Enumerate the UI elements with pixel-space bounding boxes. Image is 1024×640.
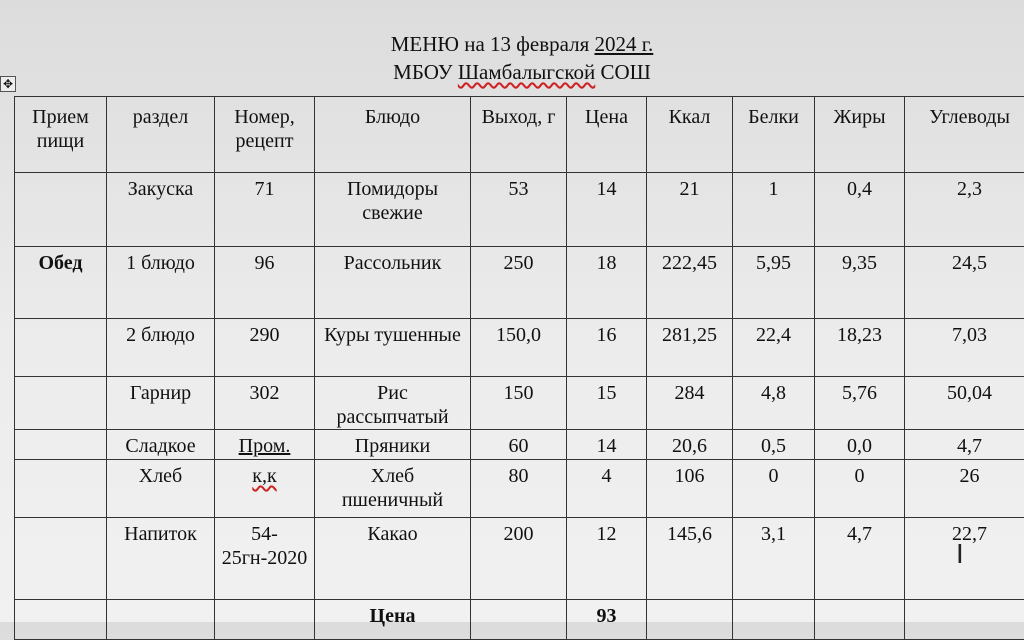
table-row [15, 377, 1024, 430]
recipe-cell: Пром. [215, 430, 315, 460]
meal-cell [15, 460, 107, 518]
carbs-cell: 26 [905, 460, 1024, 518]
table-row [15, 173, 1024, 247]
fat-cell: 0 [815, 460, 905, 518]
carbs-cell: 7,03 [905, 319, 1024, 377]
empty-cell [905, 600, 1024, 640]
kcal-cell: 21 [647, 173, 733, 247]
header-cell: Прием пищи [15, 97, 107, 173]
kcal-cell: 284 [647, 377, 733, 430]
recipe-cell: 302 [215, 377, 315, 430]
protein-cell: 5,95 [733, 247, 815, 319]
empty-cell [733, 600, 815, 640]
table-row [15, 319, 1024, 377]
dish-cell: Рис рассыпчатый [315, 377, 471, 430]
section-cell: Напиток [107, 518, 215, 600]
kcal-cell: 222,45 [647, 247, 733, 319]
yield-cell: 150 [471, 377, 567, 430]
school-suffix: СОШ [595, 60, 651, 84]
fat-cell: 18,23 [815, 319, 905, 377]
total-value: 93 [567, 600, 647, 640]
fat-cell: 5,76 [815, 377, 905, 430]
table-row [15, 247, 1024, 319]
meal-cell [15, 173, 107, 247]
section-cell: 2 блюдо [107, 319, 215, 377]
price-cell: 16 [567, 319, 647, 377]
meal-cell: Обед [15, 247, 107, 319]
header-cell: Выход, г [471, 97, 567, 173]
empty-cell [647, 600, 733, 640]
carbs-cell: 2,3 [905, 173, 1024, 247]
meal-cell [15, 377, 107, 430]
fat-cell: 0,0 [815, 430, 905, 460]
empty-cell [815, 600, 905, 640]
recipe-cell: 54-25гн-2020 [215, 518, 315, 600]
title-prefix: МЕНЮ на 13 февраля [391, 32, 595, 56]
total-label: Цена [315, 600, 471, 640]
price-cell: 15 [567, 377, 647, 430]
yield-cell: 150,0 [471, 319, 567, 377]
title-year: 2024 г. [595, 32, 654, 56]
kcal-cell: 106 [647, 460, 733, 518]
meal-cell [15, 319, 107, 377]
protein-cell: 3,1 [733, 518, 815, 600]
header-cell: Номер, рецепт [215, 97, 315, 173]
school-name: Шамбалыгской [458, 60, 595, 84]
header-cell: Углеводы [905, 97, 1024, 173]
recipe-text: к,к [252, 465, 276, 487]
price-cell: 14 [567, 430, 647, 460]
header-cell: Цена [567, 97, 647, 173]
carbs-cell: 4,7 [905, 430, 1024, 460]
price-cell: 18 [567, 247, 647, 319]
header-cell: Ккал [647, 97, 733, 173]
recipe-cell [215, 460, 315, 518]
table-row [15, 460, 1024, 518]
meal-cell [15, 518, 107, 600]
dish-cell: Рассольник [315, 247, 471, 319]
empty-cell [107, 600, 215, 640]
school-title [10, 60, 1024, 84]
yield-cell: 53 [471, 173, 567, 247]
recipe-cell: 290 [215, 319, 315, 377]
dish-cell: Хлеб пшеничный [315, 460, 471, 518]
fat-cell: 4,7 [815, 518, 905, 600]
recipe-cell: 71 [215, 173, 315, 247]
section-cell: Сладкое [107, 430, 215, 460]
yield-cell: 60 [471, 430, 567, 460]
carbs-cell: 50,04 [905, 377, 1024, 430]
carbs-cell: 24,5 [905, 247, 1024, 319]
header-cell: Жиры [815, 97, 905, 173]
fat-cell: 0,4 [815, 173, 905, 247]
protein-cell: 22,4 [733, 319, 815, 377]
header-cell: раздел [107, 97, 215, 173]
table-move-handle-icon[interactable]: ✥ [0, 76, 16, 92]
dish-cell: Какао [315, 518, 471, 600]
menu-table [14, 96, 1024, 640]
carbs-cell: 22,7 [905, 518, 1024, 600]
dish-cell: Пряники [315, 430, 471, 460]
empty-cell [471, 600, 567, 640]
protein-cell: 1 [733, 173, 815, 247]
meal-cell [15, 430, 107, 460]
section-cell: 1 блюдо [107, 247, 215, 319]
table-row [15, 430, 1024, 460]
table-header-row [15, 97, 1024, 173]
header-cell: Белки [733, 97, 815, 173]
table-row [15, 518, 1024, 600]
yield-cell: 250 [471, 247, 567, 319]
protein-cell: 0 [733, 460, 815, 518]
school-prefix: МБОУ [393, 60, 458, 84]
section-cell: Гарнир [107, 377, 215, 430]
protein-cell: 4,8 [733, 377, 815, 430]
total-row [15, 600, 1024, 640]
empty-cell [15, 600, 107, 640]
dish-cell: Помидоры свежие [315, 173, 471, 247]
price-cell: 14 [567, 173, 647, 247]
kcal-cell: 20,6 [647, 430, 733, 460]
recipe-cell: 96 [215, 247, 315, 319]
kcal-cell: 281,25 [647, 319, 733, 377]
document-title [10, 32, 1024, 56]
price-cell: 4 [567, 460, 647, 518]
section-cell: Хлеб [107, 460, 215, 518]
protein-cell: 0,5 [733, 430, 815, 460]
dish-cell: Куры тушенные [315, 319, 471, 377]
kcal-cell: 145,6 [647, 518, 733, 600]
section-cell: Закуска [107, 173, 215, 247]
yield-cell: 80 [471, 460, 567, 518]
text-cursor-icon: I [956, 540, 964, 570]
price-cell: 12 [567, 518, 647, 600]
yield-cell: 200 [471, 518, 567, 600]
empty-cell [215, 600, 315, 640]
fat-cell: 9,35 [815, 247, 905, 319]
header-cell: Блюдо [315, 97, 471, 173]
